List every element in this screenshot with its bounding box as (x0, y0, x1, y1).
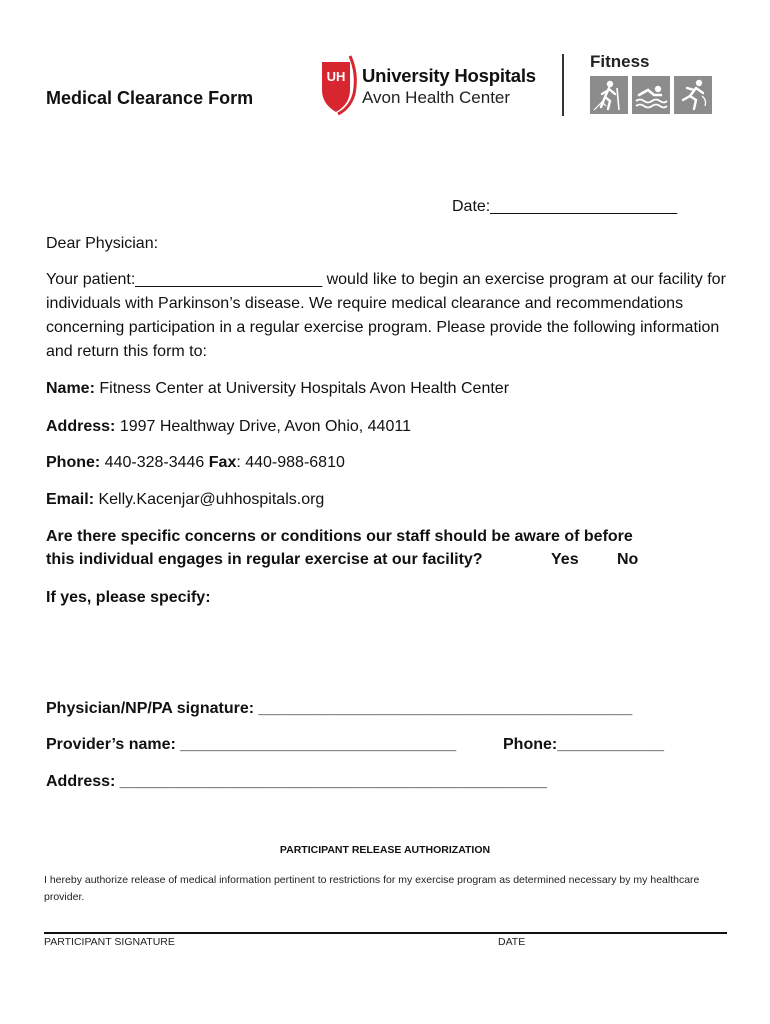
form-title: Medical Clearance Form (46, 88, 254, 108)
swimming-icon (632, 76, 670, 114)
fax-label: Fax (208, 454, 237, 471)
intro-text: would like to begin an exercise program at our facility for individuals with Parkinson’s disease. We require medical clearance and recommendations concerning participation in a regular exercise program. Please provide the following information and return this form to: (46, 271, 726, 360)
email-value[interactable]: Kelly.Kacenjar@uhhospitals.org (98, 491, 325, 508)
intro-paragraph (46, 268, 736, 364)
email-label: Email: (46, 491, 95, 508)
logo-mark: UH (326, 69, 346, 84)
contact-email (46, 491, 324, 509)
fitness-label: Fitness (590, 52, 650, 71)
contact-address (46, 418, 411, 436)
uh-logo (320, 54, 360, 121)
release-text: I hereby authorize release of medical information pertinent to restrictions for my exercise program as determined necessary by my healthcare provider. (44, 874, 700, 903)
contact-phone (46, 454, 345, 472)
release-heading: PARTICIPANT RELEASE AUTHORIZATION (279, 844, 491, 856)
provider-name-field[interactable]: Provider’s name: _______________________________ (46, 736, 457, 753)
uh-shield-icon (320, 54, 360, 116)
specify-label: If yes, please specify: (46, 589, 211, 606)
phone-value: 440-328-3446 (104, 454, 205, 471)
running-icon (674, 76, 712, 114)
participant-signature-label: PARTICIPANT SIGNATURE (44, 936, 175, 948)
address-label: Address: (46, 418, 116, 435)
contact-name (46, 380, 509, 398)
header-divider (562, 54, 564, 116)
date-field[interactable]: Date:_____________________ (452, 198, 678, 215)
patient-label: Your patient: (46, 271, 136, 288)
no-option[interactable]: No (617, 551, 639, 568)
physician-signature-field[interactable]: Physician/NP/PA signature: __________________________________________ (46, 700, 633, 717)
name-label: Name: (46, 380, 95, 397)
provider-phone-field[interactable]: Phone:____________ (503, 736, 664, 753)
question-line-2: this individual engages in regular exercise at our facility? (46, 551, 483, 568)
date-label: DATE (498, 936, 526, 948)
fax-value: : 440-988-6810 (236, 454, 345, 471)
greeting: Dear Physician: (46, 235, 159, 252)
name-value: Fitness Center at University Hospitals Avon Health Center (99, 380, 510, 397)
participant-signature-line[interactable] (44, 932, 727, 934)
question-line-1: Are there specific concerns or conditions our staff should be aware of before (46, 528, 633, 545)
hiking-icon (590, 76, 628, 114)
logo-subtitle: Avon Health Center (362, 88, 511, 107)
yes-option[interactable]: Yes (551, 551, 579, 568)
provider-address-field[interactable]: Address: ________________________________________________ (46, 773, 547, 790)
logo-name: University Hospitals (362, 65, 536, 86)
phone-label: Phone: (46, 454, 101, 471)
address-value: 1997 Healthway Drive, Avon Ohio, 44011 (119, 418, 411, 435)
patient-name-field[interactable]: _____________________ (135, 271, 323, 288)
